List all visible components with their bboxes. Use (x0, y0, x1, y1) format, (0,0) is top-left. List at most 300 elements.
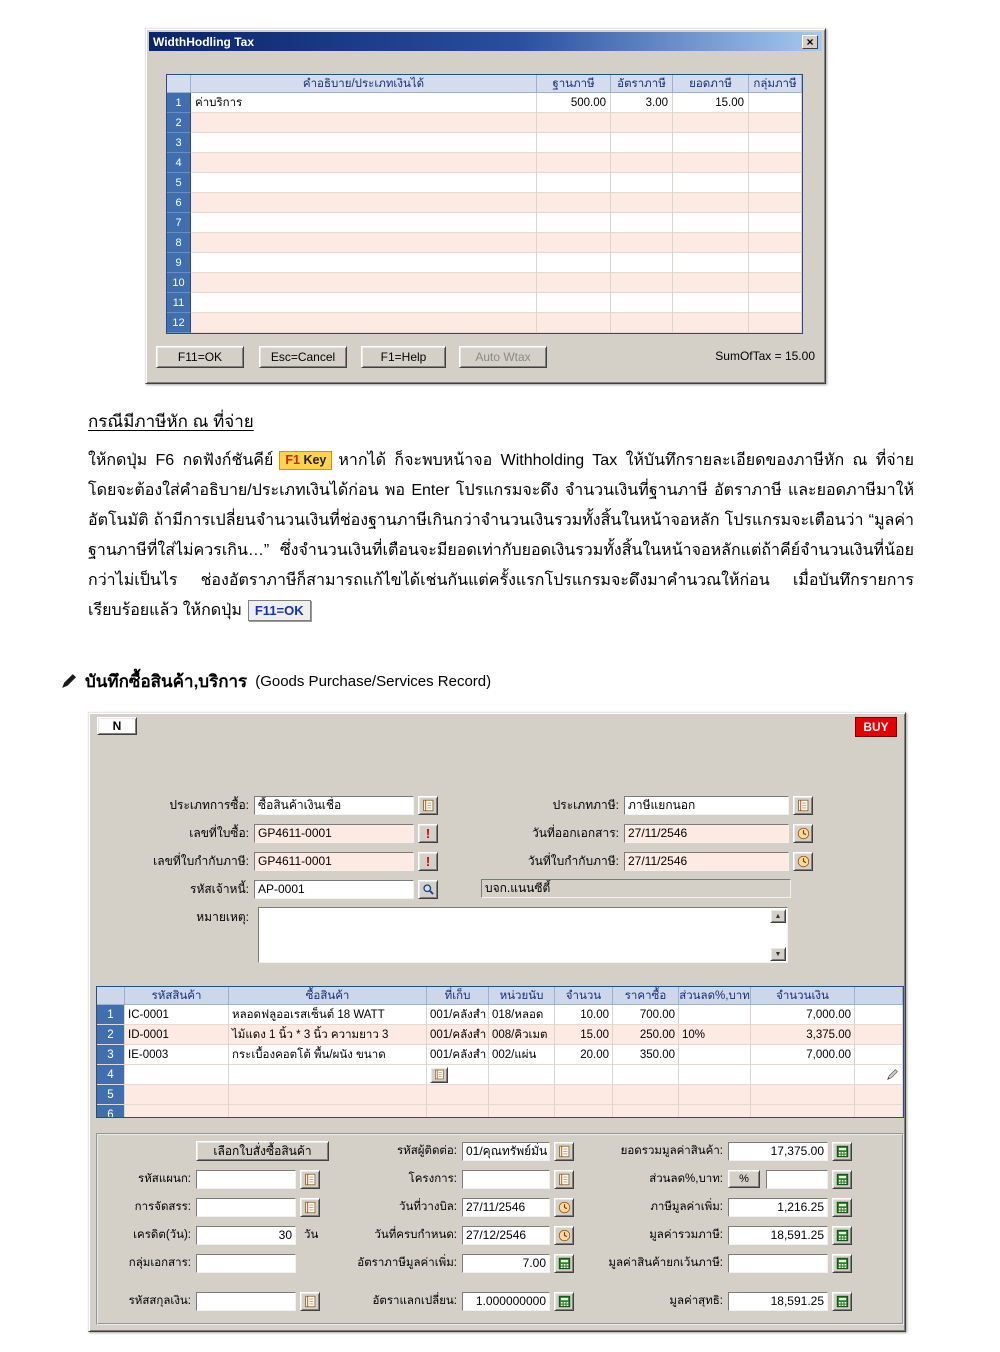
tax-amount-cell (673, 133, 749, 153)
book-icon (434, 1069, 445, 1080)
row-number: 12 (167, 313, 191, 333)
esc-cancel-button[interactable]: Esc=Cancel (259, 346, 347, 368)
description-cell (191, 173, 537, 193)
footer-column-left (100, 1141, 329, 1311)
extra-cell (855, 1005, 903, 1025)
tax-group-cell (749, 113, 802, 133)
calculator-icon (836, 1295, 849, 1308)
tax-rate-cell (611, 313, 673, 333)
tax-amount-cell (673, 113, 749, 133)
vat-rate-calc-button[interactable] (554, 1254, 574, 1273)
remark-label: หมายเหตุ: (196, 909, 249, 924)
discount-cell (679, 1105, 751, 1118)
price-cell: 250.00 (613, 1025, 679, 1045)
extra-cell (855, 1085, 903, 1105)
col-price: ราคาซื้อ (613, 987, 679, 1005)
tax-base-cell (537, 233, 611, 253)
amount-cell: 3,375.00 (751, 1025, 855, 1045)
discount-label: ส่วนลด%,บาท: (649, 1173, 723, 1185)
row-number: 5 (97, 1085, 125, 1105)
item-code-cell: ID-0001 (125, 1025, 229, 1045)
col-extra (855, 987, 903, 1005)
currency-field[interactable] (196, 1292, 296, 1311)
tax-invoice-no-value: GP4611-0001 (258, 854, 332, 868)
invoice-no-label: เลขที่ใบซื้อ: (189, 825, 249, 840)
col-store: ที่เก็บ (427, 987, 489, 1005)
row-number: 10 (167, 273, 191, 293)
item-name-cell (229, 1065, 427, 1085)
vendor-name-value: บจก.แนนซีตี้ (485, 881, 551, 895)
purchase-footer (96, 1133, 904, 1325)
price-cell (613, 1065, 679, 1085)
purchase-window (88, 712, 906, 1332)
buy-badge: BUY (855, 717, 897, 737)
tax-invoice-warning-button[interactable] (418, 852, 438, 871)
description-cell (191, 253, 537, 273)
calculator-icon (836, 1257, 849, 1270)
tax-group-cell (749, 293, 802, 313)
item-row[interactable] (97, 1045, 903, 1065)
withholding-tax-dialog (145, 28, 826, 384)
extra-cell (855, 1045, 903, 1065)
doc-date-field[interactable] (624, 824, 789, 843)
discount-cell (679, 1065, 751, 1085)
tax-base-cell (537, 293, 611, 313)
vat-label: ภาษีมูลค่าเพิ่ม: (650, 1201, 723, 1213)
price-cell: 350.00 (613, 1045, 679, 1065)
vat-rate-label: อัตราภาษีมูลค่าเพิ่ม: (357, 1257, 457, 1269)
section-title-thai: บันทึกซื้อสินค้า,บริการ (85, 672, 248, 691)
body-paragraph (88, 446, 914, 626)
section-heading: กรณีมีภาษีหัก ณ ที่จ่าย (88, 412, 254, 431)
exchange-calc-button[interactable] (554, 1292, 574, 1311)
wht-table (166, 74, 803, 334)
amount-cell (751, 1105, 855, 1118)
store-cell (427, 1065, 489, 1085)
description-cell (191, 273, 537, 293)
f11-ok-badge: F11=OK (248, 600, 311, 621)
footer-column-right (588, 1141, 852, 1311)
wht-table-row[interactable] (167, 153, 802, 173)
item-name-cell: กระเบื้องคอตโต้ พื้น/ผนัง ขนาด (229, 1045, 427, 1065)
doc-date-picker-button[interactable] (793, 824, 813, 843)
purchase-type-lookup-button[interactable] (418, 796, 438, 815)
project-field[interactable] (462, 1170, 550, 1189)
clock-icon (797, 827, 810, 840)
price-cell (613, 1105, 679, 1118)
item-row-active[interactable] (97, 1065, 903, 1085)
unit-cell: 002/แผ่น (489, 1045, 555, 1065)
tax-base-cell (537, 113, 611, 133)
row-number: 1 (167, 93, 191, 113)
clock-icon (558, 1201, 571, 1214)
row-number: 8 (167, 233, 191, 253)
tax-amount-cell (673, 193, 749, 213)
tax-group-cell (749, 253, 802, 273)
description-cell (191, 213, 537, 233)
subtotal-calc-button[interactable] (832, 1142, 852, 1161)
credit-label: เครดิต(วัน): (133, 1229, 191, 1241)
item-row[interactable] (97, 1085, 903, 1105)
alloc-lookup-button[interactable] (300, 1198, 320, 1217)
sum-of-tax-label: SumOfTax = 15.00 (715, 349, 815, 363)
col-discount: ส่วนลด%,บาท (679, 987, 751, 1005)
row-number: 6 (97, 1105, 125, 1118)
dept-label: รหัสแผนก: (138, 1173, 191, 1185)
doc-group-field[interactable] (196, 1254, 296, 1273)
total-with-vat-label: มูลค่ารวมภาษี: (649, 1229, 723, 1241)
item-code-cell (125, 1105, 229, 1118)
col-tax-amount: ยอดภาษี (673, 75, 749, 93)
col-item-code: รหัสสินค้า (125, 987, 229, 1005)
calculator-icon (558, 1295, 571, 1308)
contact-field[interactable]: 01/คุณทรัพย์มั่น (462, 1142, 550, 1161)
store-cell (427, 1085, 489, 1105)
description-cell (191, 313, 537, 333)
row-number: 9 (167, 253, 191, 273)
item-row[interactable] (97, 1005, 903, 1025)
tax-type-label: ประเภทภาษี: (552, 797, 619, 812)
amount-cell: 7,000.00 (751, 1005, 855, 1025)
tax-invoice-no-label: เลขที่ใบกำกับภาษี: (153, 853, 249, 868)
vat-field: 1,216.25 (728, 1198, 828, 1217)
credit-field[interactable]: 30 (196, 1226, 296, 1245)
purchase-type-value: ซื้อสินค้าเงินเชื่อ (258, 797, 342, 812)
footer-column-middle (350, 1141, 574, 1311)
vat-rate-field[interactable]: 7.00 (462, 1254, 550, 1273)
f1-help-button[interactable]: F1=Help (361, 346, 446, 368)
price-cell (613, 1085, 679, 1105)
f11-ok-button[interactable]: F11=OK (156, 346, 244, 368)
wht-table-header (167, 75, 802, 93)
tax-rate-cell (611, 233, 673, 253)
wht-table-row[interactable] (167, 253, 802, 273)
magnifier-icon (422, 883, 435, 896)
dept-field[interactable] (196, 1170, 296, 1189)
item-name-cell (229, 1085, 427, 1105)
row-number: 3 (167, 133, 191, 153)
tax-rate-cell (611, 253, 673, 273)
tax-rate-cell (611, 133, 673, 153)
vendor-name-field (481, 879, 791, 898)
row-number: 4 (167, 153, 191, 173)
wht-table-body (167, 93, 802, 333)
discount-cell (679, 1005, 751, 1025)
row-number: 2 (167, 113, 191, 133)
exclamation-icon: ! (425, 825, 431, 841)
calculator-icon (836, 1201, 849, 1214)
select-po-button[interactable]: เลือกใบสั่งซื้อสินค้า (196, 1141, 329, 1161)
description-cell (191, 133, 537, 153)
subtotal-label: ยอดรวมมูลค่าสินค้า: (620, 1145, 723, 1157)
total-with-vat-field: 18,591.25 (728, 1226, 828, 1245)
row-number: 4 (97, 1065, 125, 1085)
due-date-picker-button[interactable] (554, 1226, 574, 1245)
close-icon[interactable]: × (802, 35, 818, 49)
tax-amount-cell (673, 233, 749, 253)
col-tax-base: ฐานภาษี (537, 75, 611, 93)
tax-base-cell (537, 253, 611, 273)
store-cell (427, 1105, 489, 1118)
invoice-no-warning-button[interactable] (418, 824, 438, 843)
wht-table-row[interactable] (167, 233, 802, 253)
scroll-down-icon[interactable]: ▼ (770, 947, 786, 961)
description-cell (191, 233, 537, 253)
calculator-icon (558, 1257, 571, 1270)
wht-table-row[interactable] (167, 293, 802, 313)
tax-rate-cell (611, 113, 673, 133)
contact-lookup-button[interactable] (554, 1142, 574, 1161)
discount-field[interactable] (766, 1170, 828, 1189)
discount-cell (679, 1085, 751, 1105)
scroll-up-icon[interactable]: ▲ (770, 909, 786, 923)
unit-cell (489, 1065, 555, 1085)
paragraph-text-start: ให้กดปุ่ม F6 กดฟังก์ชันคีย์ (88, 452, 274, 469)
book-icon (797, 799, 810, 812)
exempt-label: มูลค่าสินค้ายกเว้นภาษี: (608, 1257, 723, 1269)
vendor-search-button[interactable] (418, 880, 438, 899)
extra-cell (855, 1105, 903, 1118)
bill-date-picker-button[interactable] (554, 1198, 574, 1217)
store-lookup-button[interactable] (430, 1067, 448, 1083)
discount-percent-button[interactable]: % (728, 1170, 760, 1188)
amount-cell (751, 1065, 855, 1085)
dialog-title: WidthHodling Tax (153, 34, 254, 49)
unit-cell (489, 1105, 555, 1118)
row-number: 7 (167, 213, 191, 233)
credit-unit-label: วัน (304, 1229, 319, 1241)
tax-base-cell (537, 313, 611, 333)
item-code-cell (125, 1065, 229, 1085)
calculator-icon (836, 1229, 849, 1242)
dept-lookup-button[interactable] (300, 1170, 320, 1189)
pencil-icon[interactable] (886, 1068, 899, 1081)
row-number: 11 (167, 293, 191, 313)
f1-key-f1: F1 (285, 453, 300, 468)
row-number: 2 (97, 1025, 125, 1045)
tax-invoice-date-label: วันที่ใบกำกับภาษี: (527, 853, 619, 868)
store-cell: 001/คลังสำ (427, 1005, 489, 1025)
tax-rate-cell (611, 293, 673, 313)
tax-type-value: ภาษีแยกนอก (628, 797, 696, 812)
calculator-icon (836, 1173, 849, 1186)
col-unit: หน่วยนับ (489, 987, 555, 1005)
tax-group-cell (749, 313, 802, 333)
amount-cell: 7,000.00 (751, 1045, 855, 1065)
tax-invoice-date-field[interactable] (624, 852, 789, 871)
item-code-cell: IC-0001 (125, 1005, 229, 1025)
unit-cell: 008/คิวเมต (489, 1025, 555, 1045)
tax-amount-cell (673, 173, 749, 193)
item-row[interactable] (97, 1105, 903, 1118)
items-table-header (97, 987, 903, 1005)
f1-key-key: Key (303, 453, 327, 468)
exchange-field[interactable]: 1.000000000 (462, 1292, 550, 1311)
vendor-code-value: AP-0001 (258, 882, 305, 896)
bill-date-field[interactable]: 27/11/2546 (462, 1198, 550, 1217)
purchase-type-field[interactable] (254, 796, 414, 815)
qty-cell: 15.00 (555, 1025, 613, 1045)
item-row[interactable] (97, 1025, 903, 1045)
discount-cell (679, 1045, 751, 1065)
wht-table-row[interactable] (167, 273, 802, 293)
tax-base-cell (537, 213, 611, 233)
item-name-cell: ไม้แดง 1 นิ้ว * 3 นิ้ว ความยาว 3 (229, 1025, 427, 1045)
tax-amount-cell: 15.00 (673, 93, 749, 113)
due-date-label: วันที่ครบกำหนด: (374, 1229, 457, 1241)
clock-icon (797, 855, 810, 868)
invoice-no-field[interactable] (254, 824, 414, 843)
tax-rate-cell: 3.00 (611, 93, 673, 113)
net-label: มูลค่าสุทธิ: (669, 1295, 723, 1307)
tax-group-cell (749, 153, 802, 173)
exclamation-icon: ! (425, 853, 431, 869)
extra-cell (855, 1065, 903, 1085)
wht-table-row[interactable] (167, 313, 802, 333)
book-icon (304, 1295, 317, 1308)
col-tax-group: กลุ่มภาษี (749, 75, 802, 93)
items-table (96, 986, 904, 1118)
subtotal-field: 17,375.00 (728, 1142, 828, 1161)
description-cell: ค่าบริการ (191, 93, 537, 113)
description-cell (191, 113, 537, 133)
item-name-cell: หลอดฟลูออเรสเซ็นต์ 18 WATT (229, 1005, 427, 1025)
project-lookup-button[interactable] (554, 1170, 574, 1189)
tax-group-cell (749, 213, 802, 233)
book-icon (558, 1173, 571, 1186)
doc-group-label: กลุ่มเอกสาร: (128, 1257, 191, 1269)
tax-group-cell (749, 173, 802, 193)
tax-amount-cell (673, 293, 749, 313)
wht-table-row[interactable] (167, 113, 802, 133)
bill-date-label: วันที่วางบิล: (399, 1201, 457, 1213)
book-icon (304, 1173, 317, 1186)
tax-amount-cell (673, 313, 749, 333)
invoice-no-value: GP4611-0001 (258, 826, 332, 840)
store-cell: 001/คลังสำ (427, 1045, 489, 1065)
calculator-icon (836, 1145, 849, 1158)
exempt-field (728, 1254, 828, 1273)
clock-icon (558, 1229, 571, 1242)
remark-textarea[interactable] (258, 907, 788, 963)
corner-header-cell (167, 75, 191, 93)
currency-lookup-button[interactable] (300, 1292, 320, 1311)
unit-cell: 018/หลอด (489, 1005, 555, 1025)
project-label: โครงการ: (408, 1173, 457, 1185)
tax-amount-cell (673, 253, 749, 273)
description-cell (191, 193, 537, 213)
discount-cell: 10% (679, 1025, 751, 1045)
tax-amount-cell (673, 213, 749, 233)
tax-group-cell (749, 233, 802, 253)
qty-cell: 20.00 (555, 1045, 613, 1065)
net-calc-button[interactable] (832, 1292, 852, 1311)
tax-rate-cell (611, 153, 673, 173)
doc-date-label: วันที่ออกเอกสาร: (532, 825, 619, 840)
wht-table-row[interactable] (167, 213, 802, 233)
item-code-cell: IE-0003 (125, 1045, 229, 1065)
tax-amount-cell (673, 273, 749, 293)
tax-amount-cell (673, 153, 749, 173)
qty-cell: 10.00 (555, 1005, 613, 1025)
tax-invoice-no-field[interactable] (254, 852, 414, 871)
header-form-right (469, 795, 813, 871)
col-tax-rate: อัตราภาษี (611, 75, 673, 93)
pen-icon (60, 673, 77, 690)
auto-wtax-button: Auto Wtax (459, 346, 547, 368)
section-title (60, 668, 491, 695)
tax-rate-cell (611, 173, 673, 193)
net-field: 18,591.25 (728, 1292, 828, 1311)
discount-calc-button[interactable] (832, 1170, 852, 1189)
description-cell (191, 153, 537, 173)
tax-base-cell (537, 173, 611, 193)
dialog-titlebar[interactable] (149, 32, 822, 51)
exempt-calc-button[interactable] (832, 1254, 852, 1273)
due-date-field[interactable]: 27/12/2546 (462, 1226, 550, 1245)
store-cell: 001/คลังสำ (427, 1025, 489, 1045)
item-name-cell (229, 1105, 427, 1118)
tax-base-cell (537, 133, 611, 153)
unit-cell (489, 1085, 555, 1105)
row-number: 1 (97, 1005, 125, 1025)
paragraph-text-main: หากได้ ก็จะพบหน้าจอ Withholding Tax ให้บันทึกรายละเอียดของภาษีหัก ณ ที่จ่าย โดยจะต้องใส่คำอธิบาย/ประเภทเงินได้ก่อน พอ Enter โปรแกรมจะดึง จำนวนเงินที่ฐานภาษี อัตราภาษี และยอดภาษีมาให้ อัตโนมัติ ถ้ามีการเปลี่ยนจำนวนเงินที่ช่องฐานภาษีเกินกว่าจำนวนเงินรวมทั้งสิ้นในหน้าจอหลัก โปรแกรมจะเตือนว่า “มูลค่าฐานภาษีที่ใส่ไม่ควรเกิน…” ซึ่งจำนวนเงินที่เตือนจะมียอดเท่ากับยอดเงินรวมทั้งสิ้นในหน้าจอหลักแต่ถ้าคีย์จำนวนเงินที่น้อยกว่าไม่เป็นไร ช่องอัตราภาษีก็สามารถแก้ไขได้เช่นกันแต่ครั้งแรกโปรแกรมจะดึงมาคำนวณให้ก่อน เมื่อบันทึกรายการเรียบร้อยแล้ว ให้กดปุ่ม (88, 452, 915, 619)
wht-table-row[interactable] (167, 93, 802, 113)
extra-cell (855, 1025, 903, 1045)
section-title-english: (Goods Purchase/Services Record) (255, 673, 492, 690)
tax-base-cell (537, 153, 611, 173)
description-cell (191, 293, 537, 313)
qty-cell (555, 1065, 613, 1085)
qty-cell (555, 1085, 613, 1105)
col-item-name: ซื้อสินค้า (229, 987, 427, 1005)
item-code-cell (125, 1085, 229, 1105)
book-icon (422, 799, 435, 812)
vat-calc-button[interactable] (832, 1198, 852, 1217)
vendor-code-label: รหัสเจ้าหนี้: (190, 881, 249, 896)
tax-rate-cell (611, 213, 673, 233)
wht-table-row[interactable] (167, 173, 802, 193)
tax-base-cell (537, 193, 611, 213)
tax-type-field[interactable] (624, 796, 789, 815)
col-amount: จำนวนเงิน (751, 987, 855, 1005)
purchase-type-label: ประเภทการซื้อ: (169, 797, 249, 812)
corner-header-cell (97, 987, 125, 1005)
alloc-label: การจัดสรร: (134, 1201, 191, 1213)
book-icon (558, 1145, 571, 1158)
alloc-field[interactable] (196, 1198, 296, 1217)
wht-table-row[interactable] (167, 193, 802, 213)
tax-base-cell (537, 273, 611, 293)
vendor-code-field[interactable] (254, 880, 414, 899)
tax-rate-cell (611, 193, 673, 213)
f1-key-badge (279, 451, 332, 470)
tax-type-lookup-button[interactable] (793, 796, 813, 815)
row-number: 3 (97, 1045, 125, 1065)
tax-invoice-date-picker-button[interactable] (793, 852, 813, 871)
tax-group-cell (749, 273, 802, 293)
tax-group-cell (749, 193, 802, 213)
total-with-vat-calc-button[interactable] (832, 1226, 852, 1245)
tax-base-cell: 500.00 (537, 93, 611, 113)
contact-label: รหัสผู้ติดต่อ: (396, 1145, 457, 1157)
price-cell: 700.00 (613, 1005, 679, 1025)
col-description: คำอธิบาย/ประเภทเงินได้ (191, 75, 537, 93)
new-button[interactable]: N (97, 717, 137, 735)
wht-table-row[interactable] (167, 133, 802, 153)
book-icon (304, 1201, 317, 1214)
row-number: 5 (167, 173, 191, 193)
